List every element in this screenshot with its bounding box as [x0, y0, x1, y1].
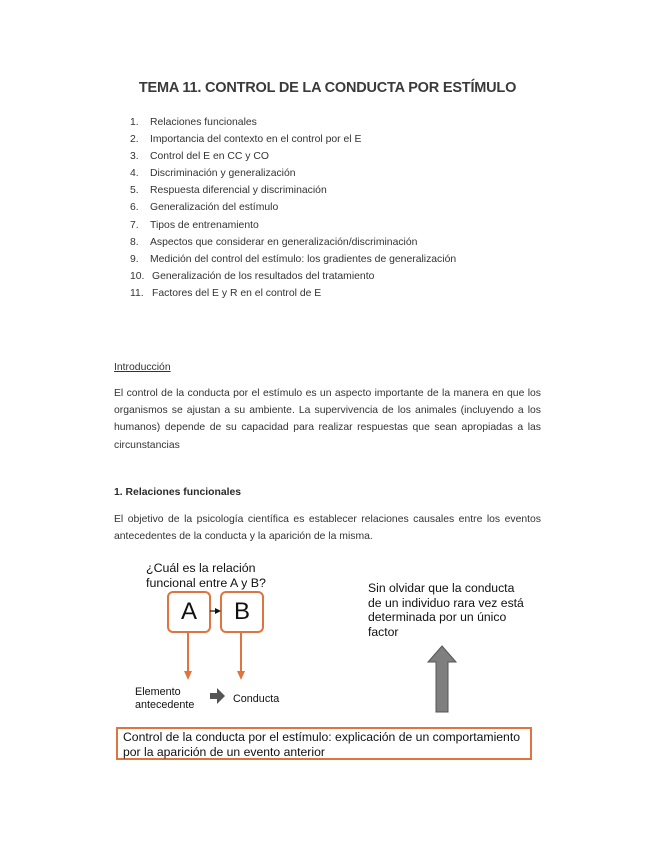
behavior-arrowhead [237, 671, 245, 680]
toc-item: 4. Discriminación y generalización [130, 168, 296, 180]
behavior-label: Conducta [233, 693, 280, 705]
intro-heading: Introducción [114, 362, 171, 373]
section1-paragraph: El objetivo de la psicología científica es establecer relaciones causales entre los eventos antecedentes de la conducta y la aparición de la misma. [114, 514, 541, 543]
box-a: A [167, 591, 211, 633]
antecedent-arrowhead [184, 671, 192, 680]
page-title: TEMA 11. CONTROL DE LA CONDUCTA POR ESTÍMULO [138, 80, 517, 96]
toc-item: 5. Respuesta diferencial y discriminación [130, 185, 327, 197]
diagram-question: ¿Cuál es la relación funcional entre A y B? [146, 561, 266, 590]
intro-paragraph: El control de la conducta por el estímulo es un aspecto importante de la manera en que los organismos se ajustan a su ambiente. La supervivencia de los animales (incluyendo a los humanos) depende de su capacidad para realizar respuestas que sean apropiadas a las circunstancias [114, 388, 541, 451]
toc-item: 3. Control del E en CC y CO [130, 151, 269, 163]
toc-item: 1. Relaciones funcionales [130, 117, 257, 128]
box-b: B [220, 591, 264, 633]
toc-item: 10. Generalización de los resultados del tratamiento [130, 270, 375, 282]
toc-item: 8. Aspectos que considerar en generalización/discriminación [130, 236, 418, 248]
antecedent-label: Elemento antecedente [135, 686, 195, 711]
section1-heading: 1. Relaciones funcionales [114, 487, 242, 498]
toc-item: 6. Generalización del estímulo [130, 202, 279, 214]
diagram-caption: Control de la conducta por el estímulo: explicación de un comportamiento por la aparición de un evento anterior [116, 727, 532, 760]
up-arrow-icon [428, 646, 456, 712]
toc-item: 9. Medición del control del estímulo: los gradientes de generalización [130, 253, 457, 265]
toc-item: 11. Factores del E y R en el control de E [130, 287, 322, 299]
block-arrow-icon [210, 688, 225, 704]
toc-item: 2. Importancia del contexto en el control por el E [130, 134, 362, 146]
a-to-b-arrowhead [215, 608, 221, 614]
toc-item: 7. Tipos de entrenamiento [130, 219, 259, 231]
diagram-note: Sin olvidar que la conducta de un individuo rara vez está determinada por un único factor [368, 581, 524, 639]
